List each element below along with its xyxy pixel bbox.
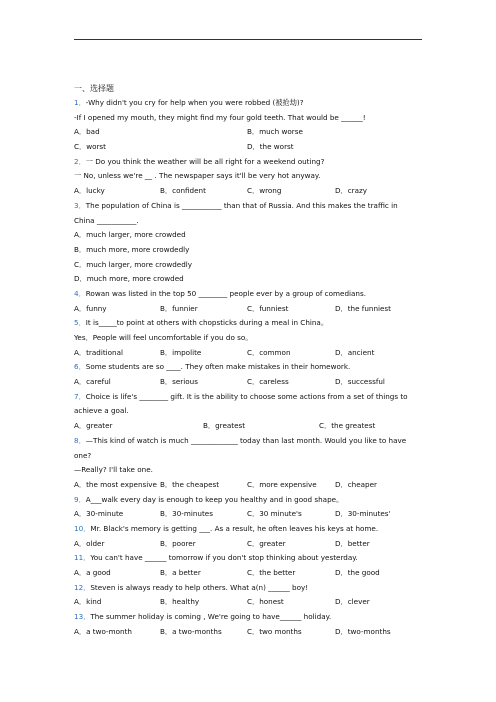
question-stem-line xyxy=(74,449,424,464)
options-row xyxy=(74,272,424,287)
question-text: Choice is life's ________ gift. It is the ability to choose some actions from a set of things to xyxy=(85,391,408,401)
answer-option[interactable]: C．much larger, more crowdedly xyxy=(74,259,193,269)
question-number: 2． xyxy=(74,156,86,166)
question-number: 13． xyxy=(74,612,91,622)
question-number: 8． xyxy=(74,435,86,445)
options-row xyxy=(74,375,424,390)
answer-option[interactable]: A．careful xyxy=(74,377,111,387)
answer-option[interactable]: A．kind xyxy=(74,597,102,607)
answer-option[interactable]: D．two-months xyxy=(335,626,391,636)
question-text: Yes．People will feel uncomfortable if you do so。 xyxy=(74,333,253,342)
answer-option[interactable]: C．greater xyxy=(247,538,286,548)
answer-option[interactable]: B．greatest xyxy=(203,421,246,431)
question-text: 一 No, unless we're __ . The newspaper says it'll be very hot anyway. xyxy=(74,171,321,181)
options-row xyxy=(74,140,424,155)
question-text: achieve a goal. xyxy=(74,406,129,416)
section-title: 一、选择题 xyxy=(74,84,114,93)
question-text: -If I opened my mouth, they might find my four gold teeth. That would be ______! xyxy=(74,112,366,122)
answer-option[interactable]: D．successful xyxy=(335,377,385,387)
answer-option[interactable]: B．30-minutes xyxy=(160,509,213,519)
question-stem-line xyxy=(74,287,424,302)
question-stem-line xyxy=(74,331,424,346)
answer-option[interactable]: C．two months xyxy=(247,626,302,636)
options-row xyxy=(74,228,424,243)
question-stem-line xyxy=(74,581,424,596)
question-list xyxy=(74,96,424,639)
answer-option[interactable]: D．30-minutes' xyxy=(335,509,391,519)
question-11 xyxy=(74,551,424,580)
question-3 xyxy=(74,199,424,287)
question-stem-line xyxy=(74,522,424,537)
answer-option[interactable]: D．the good xyxy=(335,568,380,577)
question-text: China ___________. xyxy=(74,215,139,225)
answer-option[interactable]: C．funniest xyxy=(247,303,289,313)
question-text: —Really? I'll take one. xyxy=(74,465,153,475)
answer-option[interactable]: C．wrong xyxy=(247,186,282,196)
answer-option[interactable]: D．crazy xyxy=(335,186,368,196)
answer-option[interactable]: A．greater xyxy=(74,421,113,431)
question-12 xyxy=(74,581,424,610)
question-2 xyxy=(74,155,424,199)
question-number: 1． xyxy=(74,98,86,107)
answer-option[interactable]: A．a good xyxy=(74,568,111,577)
question-text: one? xyxy=(74,450,92,460)
question-stem-line xyxy=(74,610,424,625)
answer-option[interactable]: A．the most expensive xyxy=(74,479,157,489)
question-1 xyxy=(74,96,424,155)
question-number: 9． xyxy=(74,494,86,504)
question-stem-line xyxy=(74,199,424,214)
question-6 xyxy=(74,360,424,389)
answer-option[interactable]: B．poorer xyxy=(160,538,196,548)
answer-option[interactable]: B．the cheapest xyxy=(160,479,220,489)
answer-option[interactable]: D．ancient xyxy=(335,347,375,357)
options-row xyxy=(74,346,424,361)
answer-option[interactable]: A．bad xyxy=(74,127,100,137)
question-page xyxy=(74,82,424,639)
answer-option[interactable]: A．older xyxy=(74,538,105,548)
answer-option[interactable]: B．a better xyxy=(160,568,201,577)
question-stem-line xyxy=(74,404,424,419)
question-13 xyxy=(74,610,424,639)
answer-option[interactable]: C．30 minute's xyxy=(247,509,302,519)
question-stem-line xyxy=(74,463,424,478)
question-text: -Why didn't you cry for help when you were robbed (被抢劫)? xyxy=(85,98,304,107)
question-10 xyxy=(74,522,424,551)
answer-option[interactable]: C．worst xyxy=(74,142,106,152)
header-rule xyxy=(74,39,422,40)
answer-option[interactable]: B．a two-months xyxy=(160,626,222,636)
options-row xyxy=(74,125,424,140)
answer-option[interactable]: C．more expensive xyxy=(247,479,317,489)
answer-option[interactable]: A．30-minute xyxy=(74,509,124,519)
question-number: 3． xyxy=(74,200,86,210)
options-row xyxy=(74,302,424,317)
question-7 xyxy=(74,390,424,434)
question-4 xyxy=(74,287,424,316)
answer-option[interactable]: A．much larger, more crowded xyxy=(74,230,186,240)
question-text: The population of China is ___________ than that of Russia. And this makes the traffic in xyxy=(85,200,398,210)
answer-option[interactable]: A．funny xyxy=(74,303,107,313)
question-number: 10． xyxy=(74,523,91,533)
question-text: Some students are so ____. They often make mistakes in their homework. xyxy=(85,362,351,372)
question-text: —This kind of watch is much _____________ today than last month. Would you like to have xyxy=(85,435,407,445)
answer-option[interactable]: B．healthy xyxy=(160,597,200,607)
question-stem-line xyxy=(74,360,424,375)
question-number: 5． xyxy=(74,318,86,328)
answer-option[interactable]: B．funnier xyxy=(160,303,198,313)
answer-option[interactable]: B．serious xyxy=(160,377,198,387)
answer-option[interactable]: C．the greatest xyxy=(319,421,376,431)
question-text: 一 Do you think the weather will be all right for a weekend outing? xyxy=(85,156,325,166)
question-stem-line xyxy=(74,155,424,170)
answer-option[interactable]: A．lucky xyxy=(74,186,105,196)
question-stem-line xyxy=(74,390,424,405)
answer-option[interactable]: C．the better xyxy=(247,568,296,577)
options-row xyxy=(74,419,424,434)
question-text: A___walk every day is enough to keep you healthy and in good shape。 xyxy=(85,494,344,504)
question-8 xyxy=(74,434,424,493)
answer-option[interactable]: D．clever xyxy=(335,597,370,607)
question-text: The summer holiday is coming , We're going to have______ holiday. xyxy=(90,612,332,622)
answer-option[interactable]: C．careless xyxy=(247,377,289,387)
options-row xyxy=(74,478,424,493)
answer-option[interactable]: D．the worst xyxy=(247,142,294,152)
options-row xyxy=(74,625,424,640)
question-stem-line xyxy=(74,493,424,508)
answer-option[interactable]: A．a two-month xyxy=(74,626,132,636)
question-stem-line xyxy=(74,214,424,229)
question-stem-line xyxy=(74,316,424,331)
question-text: You can't have ______ tomorrow if you don't stop thinking about yesterday. xyxy=(90,553,358,563)
question-text: Steven is always ready to help others. What a(n) ______ boy! xyxy=(90,582,309,592)
options-row xyxy=(74,566,424,581)
answer-option[interactable]: A．traditional xyxy=(74,347,124,357)
answer-option[interactable]: B．impolite xyxy=(160,347,202,357)
options-row xyxy=(74,507,424,522)
question-text: Rowan was listed in the top 50 ________ people ever by a group of comedians. xyxy=(85,288,367,298)
answer-option[interactable]: B．much worse xyxy=(247,127,303,137)
answer-option[interactable]: B．much more, more crowdedly xyxy=(74,244,190,254)
options-row xyxy=(74,595,424,610)
answer-option[interactable]: D．cheaper xyxy=(335,479,377,489)
question-stem-line xyxy=(74,551,424,566)
question-number: 6． xyxy=(74,362,86,372)
answer-option[interactable]: C．honest xyxy=(247,597,284,607)
question-number: 11． xyxy=(74,553,91,563)
question-9 xyxy=(74,493,424,522)
answer-option[interactable]: D．much more, more crowded xyxy=(74,274,184,284)
answer-option[interactable]: C．common xyxy=(247,347,291,357)
question-stem-line xyxy=(74,434,424,449)
question-stem-line xyxy=(74,169,424,184)
options-row xyxy=(74,258,424,273)
question-number: 4． xyxy=(74,288,86,298)
question-stem-line xyxy=(74,111,424,126)
options-row xyxy=(74,184,424,199)
question-stem-line xyxy=(74,96,424,111)
answer-option[interactable]: B．confident xyxy=(160,186,206,196)
options-row xyxy=(74,243,424,258)
question-text: It is_____to point at others with chopsticks during a meal in China。 xyxy=(85,318,329,328)
answer-option[interactable]: D．better xyxy=(335,538,370,548)
question-number: 12． xyxy=(74,582,91,592)
question-5 xyxy=(74,316,424,360)
options-row xyxy=(74,537,424,552)
question-number: 7． xyxy=(74,391,86,401)
question-text: Mr. Black's memory is getting ___. As a result, he often leaves his keys at home. xyxy=(90,523,379,533)
answer-option[interactable]: D．the funniest xyxy=(335,303,391,313)
